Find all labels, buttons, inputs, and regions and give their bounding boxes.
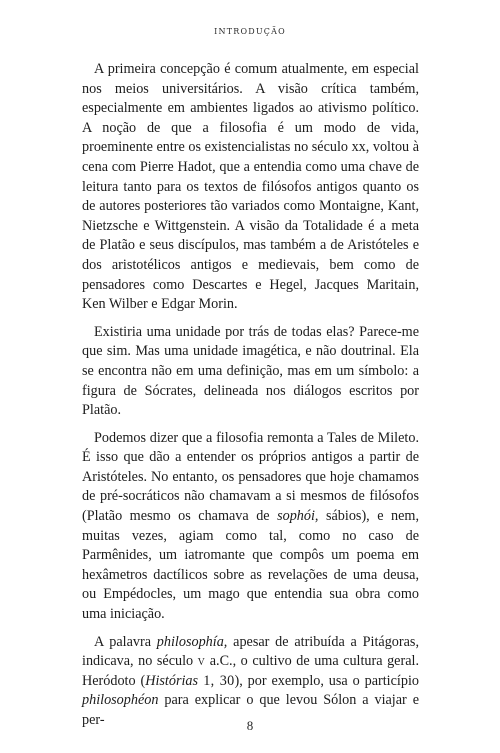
body-text: [82, 60, 419, 739]
paragraph-2: Existiria uma unidade por trás de todas elas? Parece-me que sim. Mas uma unidade imagética, e não doutrinal. Ela se encontra não em uma definição, mas em um símbolo: a figura de Sócrates, delineada nos diálogos escritos por Platão.: [82, 323, 419, 419]
paragraph-4-text-e: para explicar o que levou Sólon a viajar e per-: [82, 692, 419, 728]
paragraph-4-text-d: ), por exemplo, usa o particípio: [234, 672, 419, 689]
citation-reference: 1, 30: [198, 672, 235, 689]
paragraph-3: [82, 429, 419, 625]
paragraph-4-text-a: A palavra: [94, 633, 157, 650]
paragraph-3-text-b: sábios), e nem, muitas vezes, agiam como tal, como no caso de Parmênides, um iatromante que compôs um poema em hexâmetros dactílicos sobre as revelações de uma deusa, ou Empédocles, um mago que entendia sua obra como uma iniciação.: [82, 508, 419, 623]
page-number: 8: [246, 718, 254, 733]
term-sophoi: sophói,: [277, 508, 319, 525]
paragraph-4-text-b: apesar de atribuída a Pitágoras, indicava, no século: [82, 633, 419, 670]
paragraph-4-text-c: a.C., o cultivo de uma cultura geral. Heródoto (: [82, 653, 419, 689]
paragraph-4: [82, 633, 419, 731]
running-header-title: introdução: [214, 24, 286, 37]
term-philosophia: philosophía,: [156, 633, 228, 650]
term-philosopheon: philosophéon: [82, 692, 159, 709]
paragraph-3-text-a: Podemos dizer que a filosofia remonta a Tales de Mileto. É isso que dão a entender os próprios antigos a partir de Aristóteles. No entanto, os pensadores que hoje chamamos de pré-socráticos não chamavam a si mesmos de filósofos (Platão mesmo os chamava de: [82, 429, 419, 525]
work-title-historias: Histórias: [145, 672, 199, 689]
century-numeral: v: [197, 653, 206, 670]
running-header: [0, 24, 500, 37]
paragraph-1: A primeira concepção é comum atualmente, em especial nos meios universitários. A visão crítica também, especialmente em ambientes ligados ao ativismo político. A noção de que a filosofia é um modo de vida, proeminente entre os existencialistas no século xx, voltou à cena com Pierre Hadot, que a entendia como uma chave de leitura tanto para os textos de filósofos antigos quanto os de autores posteriores tão variados como Montaigne, Kant, Nietzsche e Wittgenstein. A visão da Totalidade é a meta de Platão e seus discípulos, mas também a de Aristóteles e dos aristotélicos antigos e medievais, bem como de pensadores como Descartes e Hegel, Jacques Maritain, Ken Wilber e Edgar Morin.: [82, 61, 419, 313]
